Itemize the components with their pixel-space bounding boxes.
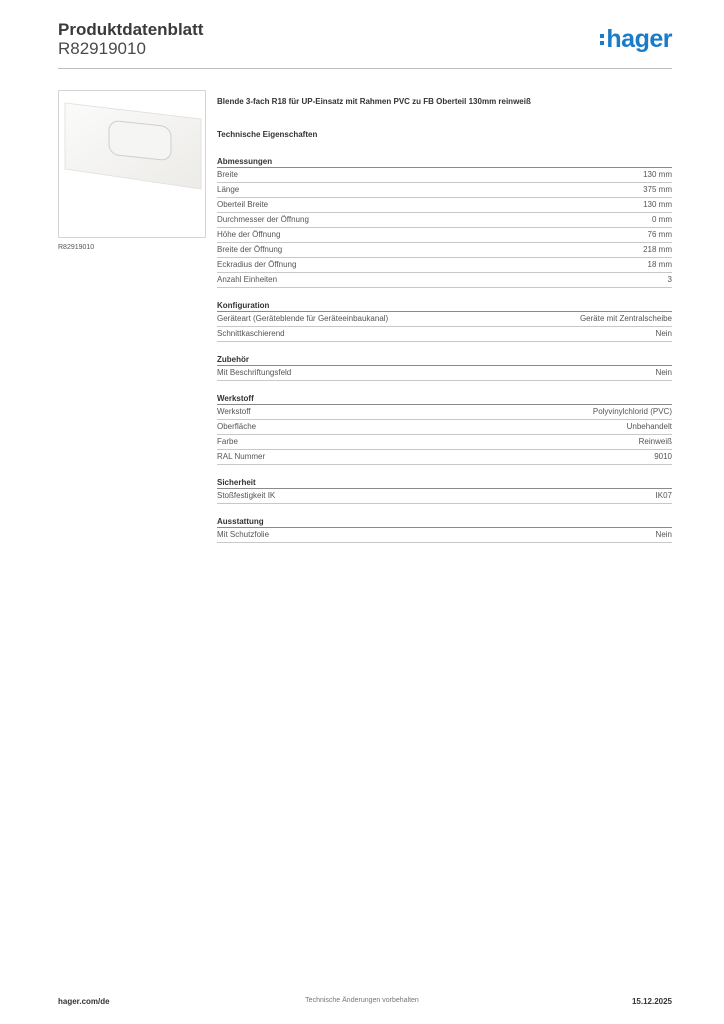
spec-row xyxy=(217,198,672,213)
spec-label: Oberteil Breite xyxy=(217,200,269,209)
footer-notice: Technische Änderungen vorbehalten xyxy=(305,997,419,1004)
header-divider xyxy=(58,68,672,69)
cover-plate-illustration xyxy=(59,91,207,239)
spec-value: Unbehandelt xyxy=(626,422,672,431)
spec-sections xyxy=(217,156,672,543)
spec-row xyxy=(217,213,672,228)
spec-section xyxy=(217,300,672,342)
spec-value: Nein xyxy=(655,368,672,377)
spec-value: Polyvinylchlorid (PVC) xyxy=(592,407,672,416)
spec-label: Breite xyxy=(217,170,238,179)
logo-dots-icon xyxy=(600,34,604,45)
spec-value: 76 mm xyxy=(647,230,672,239)
section-title: Konfiguration xyxy=(217,300,672,312)
spec-row xyxy=(217,168,672,183)
spec-label: Eckradius der Öffnung xyxy=(217,260,297,269)
spec-row xyxy=(217,405,672,420)
product-image xyxy=(58,90,206,238)
section-title: Sicherheit xyxy=(217,477,672,489)
image-caption: R82919010 xyxy=(58,244,95,251)
spec-value: 218 mm xyxy=(643,245,672,254)
spec-value: Reinweiß xyxy=(638,437,672,446)
spec-value: Nein xyxy=(655,530,672,539)
article-number: R82919010 xyxy=(58,39,146,58)
spec-value: 0 mm xyxy=(652,215,672,224)
spec-section xyxy=(217,477,672,504)
spec-section xyxy=(217,516,672,543)
spec-row xyxy=(217,243,672,258)
spec-value: 9010 xyxy=(654,452,672,461)
spec-label: Mit Beschriftungsfeld xyxy=(217,368,292,377)
hager-logo xyxy=(600,26,672,52)
spec-value: Geräte mit Zentralscheibe xyxy=(579,314,672,323)
spec-row xyxy=(217,273,672,288)
spec-value: 130 mm xyxy=(643,200,672,209)
section-title: Werkstoff xyxy=(217,393,672,405)
spec-content xyxy=(217,96,672,543)
spec-section xyxy=(217,354,672,381)
spec-row xyxy=(217,258,672,273)
spec-row xyxy=(217,489,672,504)
spec-label: Breite der Öffnung xyxy=(217,245,283,254)
spec-label: Stoßfestigkeit IK xyxy=(217,491,276,500)
section-title: Ausstattung xyxy=(217,516,672,528)
spec-label: Schnittkaschierend xyxy=(217,329,285,338)
spec-label: Länge xyxy=(217,185,240,194)
spec-row xyxy=(217,450,672,465)
spec-label: Durchmesser der Öffnung xyxy=(217,215,309,224)
spec-label: Farbe xyxy=(217,437,238,446)
spec-row xyxy=(217,366,672,381)
product-title: Blende 3-fach R18 für UP-Einsatz mit Rahmen PVC zu FB Oberteil 130mm reinweiß xyxy=(217,97,531,106)
footer-website: hager.com/de xyxy=(58,997,110,1006)
spec-label: Geräteart (Geräteblende für Geräteeinbaukanal) xyxy=(217,314,389,323)
spec-label: Oberfläche xyxy=(217,422,257,431)
section-title: Zubehör xyxy=(217,354,672,366)
spec-row xyxy=(217,528,672,543)
spec-value: 130 mm xyxy=(643,170,672,179)
spec-row xyxy=(217,183,672,198)
spec-label: Höhe der Öffnung xyxy=(217,230,281,239)
spec-row xyxy=(217,228,672,243)
spec-label: RAL Nummer xyxy=(217,452,266,461)
footer-date: 15.12.2025 xyxy=(631,997,672,1006)
page-title: Produktdatenblatt xyxy=(58,20,204,39)
spec-row xyxy=(217,435,672,450)
spec-value: 375 mm xyxy=(643,185,672,194)
spec-label: Anzahl Einheiten xyxy=(217,275,278,284)
spec-value: IK07 xyxy=(655,491,672,500)
spec-label: Mit Schutzfolie xyxy=(217,530,270,539)
tech-properties-heading: Technische Eigenschaften xyxy=(217,130,318,139)
spec-row xyxy=(217,312,672,327)
spec-value: Nein xyxy=(655,329,672,338)
spec-label: Werkstoff xyxy=(217,407,251,416)
section-title: Abmessungen xyxy=(217,156,672,168)
spec-row xyxy=(217,420,672,435)
spec-value: 3 xyxy=(667,275,672,284)
spec-section xyxy=(217,393,672,465)
spec-section xyxy=(217,156,672,288)
spec-value: 18 mm xyxy=(647,260,672,269)
spec-row xyxy=(217,327,672,342)
logo-text: hager xyxy=(606,25,672,53)
